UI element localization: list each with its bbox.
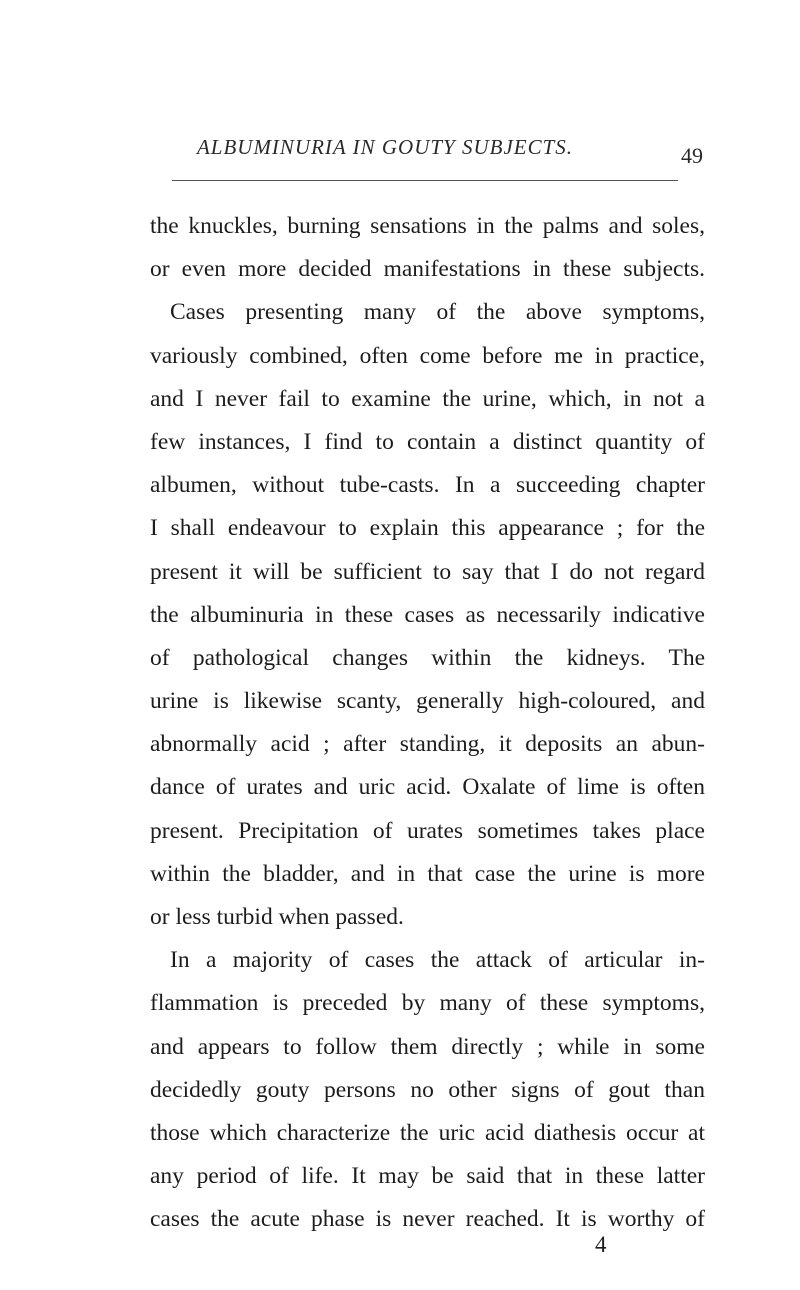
text-line: few instances, I find to contain a distinct quantity of bbox=[150, 428, 705, 455]
signature-mark: 4 bbox=[595, 1232, 607, 1257]
text-line: those which characterize the uric acid diathesis occur at bbox=[150, 1119, 705, 1146]
text-line: cases the acute phase is never reached. It is worthy of bbox=[150, 1206, 705, 1233]
text-line: I shall endeavour to explain this appearance ; for the bbox=[150, 515, 705, 542]
text-line: variously combined, often come before me in practice, bbox=[150, 342, 705, 369]
text-line: or even more decided manifestations in these subjects. bbox=[150, 256, 705, 283]
text-line: dance of urates and uric acid. Oxalate of lime is often bbox=[150, 774, 705, 801]
text-line: the albuminuria in these cases as necessarily indicative bbox=[150, 601, 705, 628]
body-text bbox=[150, 205, 705, 1242]
text-line: albumen, without tube-casts. In a succeeding chapter bbox=[150, 472, 705, 499]
text-line: any period of life. It may be said that in these latter bbox=[150, 1163, 705, 1190]
text-line: present. Precipitation of urates sometimes takes place bbox=[150, 817, 705, 844]
text-line: In a majority of cases the attack of articular in- bbox=[170, 947, 705, 974]
text-line: abnormally acid ; after standing, it deposits an abun- bbox=[150, 731, 705, 758]
text-line: of pathological changes within the kidneys. The bbox=[150, 644, 705, 671]
text-line: within the bladder, and in that case the urine is more bbox=[150, 860, 705, 887]
header-rule bbox=[172, 180, 678, 181]
text-line: the knuckles, burning sensations in the palms and soles, bbox=[150, 213, 705, 239]
text-line: and appears to follow them directly ; while in some bbox=[150, 1033, 705, 1060]
page-number: 49 bbox=[681, 143, 703, 168]
text-line: urine is likewise scanty, generally high-coloured, and bbox=[150, 688, 705, 715]
text-line: flammation is preceded by many of these symptoms, bbox=[150, 990, 705, 1017]
text-line: and I never fail to examine the urine, which, in not a bbox=[150, 385, 705, 412]
text-line: present it will be sufficient to say that I do not regard bbox=[150, 558, 705, 585]
text-line: decidedly gouty persons no other signs of gout than bbox=[150, 1076, 705, 1103]
text-line: Cases presenting many of the above symptoms, bbox=[170, 299, 705, 326]
running-title: ALBUMINURIA IN GOUTY SUBJECTS. bbox=[196, 135, 574, 159]
text-line: or less turbid when passed. bbox=[150, 904, 404, 930]
